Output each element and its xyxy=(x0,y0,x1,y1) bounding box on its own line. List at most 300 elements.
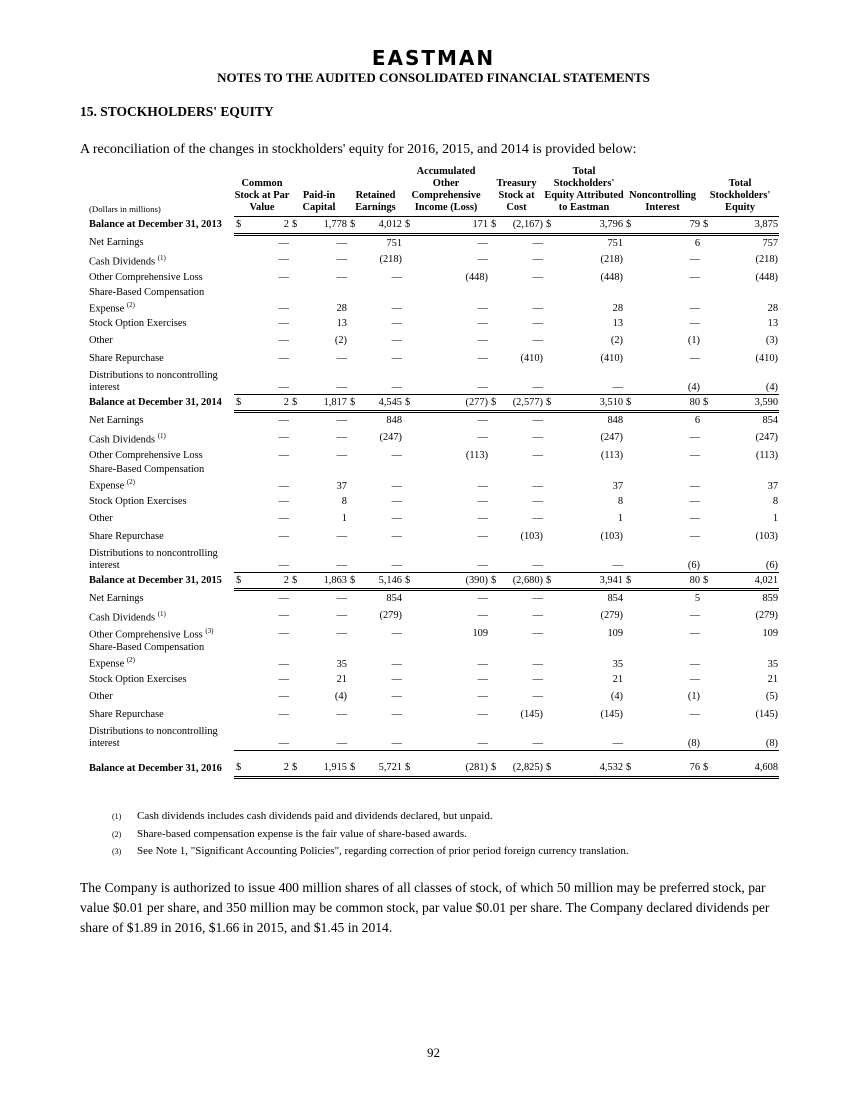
currency-symbol xyxy=(403,706,412,724)
currency-symbol xyxy=(348,607,357,625)
table-cell: — xyxy=(278,432,289,444)
table-cell: — xyxy=(532,658,544,670)
table-cell: 37 xyxy=(612,480,624,492)
currency-symbol xyxy=(489,269,498,287)
table-cell: 848 xyxy=(386,415,403,427)
currency-symbol xyxy=(403,350,412,368)
table-cell: 13 xyxy=(767,317,779,329)
table-cell: — xyxy=(336,449,347,461)
table-row xyxy=(89,706,779,724)
table-cell: — xyxy=(553,545,624,572)
table-cell: (448) xyxy=(600,271,624,283)
currency-symbol xyxy=(234,367,243,394)
row-label: Share-Based Compensation Expense $^{(2)}$ xyxy=(89,464,205,492)
currency-symbol xyxy=(403,234,412,252)
table-row xyxy=(89,688,779,706)
currency-symbol xyxy=(290,545,299,572)
table-cell: — xyxy=(689,254,701,266)
currency-symbol xyxy=(489,510,498,528)
equity-reconciliation-table xyxy=(89,166,779,779)
row-label: Other xyxy=(89,335,113,347)
currency-symbol xyxy=(234,510,243,528)
column-header: Total Stockholders' Equity Attributed to Eastman xyxy=(544,166,624,217)
currency-symbol xyxy=(624,607,633,625)
currency-symbol xyxy=(489,528,498,546)
table-cell: — xyxy=(299,723,348,750)
table-cell: — xyxy=(336,530,347,542)
table-cell: (145) xyxy=(755,708,779,720)
currency-symbol xyxy=(701,447,710,465)
table-cell: — xyxy=(477,530,489,542)
currency-symbol xyxy=(234,528,243,546)
table-row xyxy=(89,367,779,394)
table-cell: (6) xyxy=(710,545,779,572)
section-title: 15. STOCKHOLDERS' EQUITY xyxy=(80,104,274,119)
row-label: Share Repurchase xyxy=(89,352,164,364)
table-cell: — xyxy=(278,317,289,329)
table-cell: — xyxy=(477,708,489,720)
currency-symbol xyxy=(489,367,498,394)
table-cell: (113) xyxy=(600,449,624,461)
table-cell: — xyxy=(336,352,347,364)
table-cell: — xyxy=(278,658,289,670)
currency-symbol xyxy=(624,367,633,394)
currency-symbol xyxy=(624,625,633,643)
currency-symbol xyxy=(348,464,357,492)
currency-symbol xyxy=(234,642,243,670)
table-cell: — xyxy=(278,673,289,685)
currency-symbol xyxy=(701,332,710,350)
row-label: Cash Dividends $^{(1)}$ xyxy=(89,431,166,446)
table-cell: — xyxy=(532,627,544,639)
currency-symbol xyxy=(624,429,633,447)
currency-symbol xyxy=(544,287,553,315)
currency-symbol xyxy=(290,429,299,447)
table-cell: (2) xyxy=(334,335,347,347)
table-cell: 854 xyxy=(607,593,624,605)
table-cell: — xyxy=(357,367,403,394)
table-cell: — xyxy=(689,610,701,622)
table-cell: 35 xyxy=(612,658,624,670)
currency-symbol xyxy=(624,671,633,689)
table-cell: 4,532 xyxy=(553,760,624,778)
currency-symbol xyxy=(403,528,412,546)
table-cell: (4) xyxy=(610,691,624,703)
currency-symbol xyxy=(234,332,243,350)
currency-symbol xyxy=(234,234,243,252)
column-header: Total Stockholders' Equity xyxy=(701,166,779,217)
table-cell: — xyxy=(278,610,289,622)
currency-symbol xyxy=(290,510,299,528)
table-cell: — xyxy=(391,658,403,670)
currency-symbol xyxy=(489,545,498,572)
currency-symbol xyxy=(489,315,498,333)
currency-symbol xyxy=(624,723,633,750)
currency-symbol xyxy=(403,315,412,333)
currency-symbol xyxy=(348,671,357,689)
table-cell: — xyxy=(477,415,489,427)
footnote-ref: (2) xyxy=(126,656,135,665)
row-label: Cash Dividends $^{(1)}$ xyxy=(89,609,166,624)
table-cell: — xyxy=(689,513,701,525)
currency-symbol xyxy=(489,590,498,608)
currency-symbol xyxy=(234,287,243,315)
table-row xyxy=(89,269,779,287)
table-cell: — xyxy=(278,691,289,703)
table-cell: — xyxy=(243,367,290,394)
spacer-row xyxy=(89,750,779,760)
table-cell: 13 xyxy=(336,317,347,329)
table-cell: 21 xyxy=(612,673,624,685)
currency-symbol xyxy=(624,234,633,252)
footnote xyxy=(112,828,629,846)
currency-symbol xyxy=(234,429,243,447)
currency-symbol xyxy=(403,688,412,706)
table-cell: 5,146 xyxy=(357,572,403,590)
currency-symbol xyxy=(290,706,299,724)
table-row xyxy=(89,315,779,333)
currency-symbol xyxy=(290,723,299,750)
table-cell: 3,796 xyxy=(553,217,624,235)
currency-symbol xyxy=(489,350,498,368)
document-header: NOTES TO THE AUDITED CONSOLIDATED FINANCIAL STATEMENTS xyxy=(217,70,650,85)
table-cell: (247) xyxy=(600,432,624,444)
currency-symbol xyxy=(234,315,243,333)
row-label: Other Comprehensive Loss xyxy=(89,449,203,461)
table-cell: 1,817 xyxy=(299,394,348,412)
table-cell: — xyxy=(689,708,701,720)
table-cell: 751 xyxy=(386,237,403,249)
table-cell: — xyxy=(278,530,289,542)
table-cell: — xyxy=(243,545,290,572)
currency-symbol xyxy=(403,590,412,608)
table-body xyxy=(89,217,779,778)
table-cell: — xyxy=(336,432,347,444)
table-cell: 8 xyxy=(617,495,624,507)
currency-symbol xyxy=(489,723,498,750)
table-cell: — xyxy=(391,530,403,542)
currency-symbol xyxy=(489,706,498,724)
footnote xyxy=(112,810,629,828)
currency-symbol: $ xyxy=(290,394,299,412)
table-cell: — xyxy=(299,367,348,394)
currency-symbol: $ xyxy=(701,572,710,590)
currency-symbol xyxy=(403,493,412,511)
table-cell: (4) xyxy=(334,691,347,703)
row-label: Distributions to noncontrolling interest xyxy=(89,370,218,394)
row-label: Other xyxy=(89,691,113,703)
table-row xyxy=(89,464,779,492)
currency-symbol xyxy=(290,464,299,492)
table-cell: (103) xyxy=(755,530,779,542)
footnote-text: Cash dividends includes cash dividends paid and dividends declared, but unpaid. xyxy=(137,810,493,822)
currency-symbol: $ xyxy=(403,217,412,235)
currency-symbol: $ xyxy=(348,572,357,590)
currency-symbol: $ xyxy=(234,572,243,590)
table-cell: — xyxy=(532,432,544,444)
currency-symbol xyxy=(544,269,553,287)
table-cell: 5,721 xyxy=(357,760,403,778)
table-cell: 1 xyxy=(772,513,779,525)
table-cell: — xyxy=(391,480,403,492)
currency-symbol: $ xyxy=(701,760,710,778)
currency-symbol xyxy=(290,252,299,270)
currency-symbol xyxy=(544,510,553,528)
currency-symbol: $ xyxy=(290,760,299,778)
table-cell: 80 xyxy=(633,572,701,590)
table-cell: — xyxy=(477,691,489,703)
currency-symbol xyxy=(544,723,553,750)
column-header: Paid-in Capital xyxy=(290,166,348,217)
table-cell: — xyxy=(689,432,701,444)
currency-symbol xyxy=(624,350,633,368)
currency-symbol xyxy=(348,688,357,706)
currency-symbol xyxy=(348,350,357,368)
table-cell: (103) xyxy=(520,530,544,542)
authorized-shares-paragraph: The Company is authorized to issue 400 million shares of all classes of stock, of which 50 million may be preferred stock, par value $0.01 per share, and 350 million may be common stock, par value $0.01 per share. The Company declared dividends per share of $1.89 in 2016, $1.66 in 2015, and $1.45 in 2014. xyxy=(80,880,770,935)
table-cell: 79 xyxy=(633,217,701,235)
table-cell: — xyxy=(336,237,347,249)
currency-symbol xyxy=(701,671,710,689)
currency-symbol xyxy=(348,429,357,447)
table-cell: — xyxy=(532,610,544,622)
row-label: Distributions to noncontrolling interest xyxy=(89,726,218,750)
currency-symbol xyxy=(234,412,243,430)
currency-symbol xyxy=(348,590,357,608)
row-label: Stock Option Exercises xyxy=(89,495,187,507)
currency-symbol xyxy=(544,464,553,492)
table-cell: (4) xyxy=(633,367,701,394)
table-cell: 8 xyxy=(772,495,779,507)
currency-symbol: $ xyxy=(234,760,243,778)
table-cell: — xyxy=(498,723,544,750)
footnote-ref: (2) xyxy=(126,478,135,487)
table-cell: — xyxy=(532,302,544,314)
table-cell: — xyxy=(553,367,624,394)
currency-symbol xyxy=(348,723,357,750)
table-cell: (247) xyxy=(755,432,779,444)
currency-symbol xyxy=(348,706,357,724)
table-cell: 37 xyxy=(767,480,779,492)
table-cell: 859 xyxy=(762,593,779,605)
table-cell: — xyxy=(278,415,289,427)
table-cell: 3,941 xyxy=(553,572,624,590)
currency-symbol xyxy=(624,590,633,608)
currency-symbol xyxy=(701,545,710,572)
table-cell: — xyxy=(391,708,403,720)
table-cell: 757 xyxy=(762,237,779,249)
currency-symbol xyxy=(348,510,357,528)
page-number: 92 xyxy=(427,1045,440,1060)
currency-symbol xyxy=(701,688,710,706)
row-label: Balance at December 31, 2013 xyxy=(89,219,222,231)
currency-symbol xyxy=(403,545,412,572)
currency-symbol xyxy=(234,350,243,368)
footnote-mark: (1) xyxy=(112,812,122,821)
currency-symbol xyxy=(348,252,357,270)
currency-symbol xyxy=(701,234,710,252)
table-cell: 4,012 xyxy=(357,217,403,235)
units-label: (Dollars in millions) xyxy=(89,203,161,214)
currency-symbol xyxy=(701,607,710,625)
table-cell: — xyxy=(391,302,403,314)
currency-symbol xyxy=(489,332,498,350)
currency-symbol xyxy=(403,607,412,625)
table-cell: — xyxy=(477,237,489,249)
table-cell: 2 xyxy=(243,394,290,412)
currency-symbol xyxy=(544,642,553,670)
currency-symbol xyxy=(348,367,357,394)
table-cell: — xyxy=(532,673,544,685)
table-cell: 80 xyxy=(633,394,701,412)
currency-symbol xyxy=(234,447,243,465)
currency-symbol xyxy=(348,332,357,350)
currency-symbol xyxy=(290,447,299,465)
currency-symbol xyxy=(544,671,553,689)
table-cell: 3,510 xyxy=(553,394,624,412)
row-label: Stock Option Exercises xyxy=(89,673,187,685)
currency-symbol: $ xyxy=(403,572,412,590)
currency-symbol xyxy=(403,412,412,430)
table-cell: — xyxy=(498,367,544,394)
table-cell: (247) xyxy=(379,432,403,444)
table-cell: — xyxy=(689,627,701,639)
table-cell: — xyxy=(689,449,701,461)
currency-symbol: $ xyxy=(701,217,710,235)
currency-symbol xyxy=(290,412,299,430)
table-cell: (8) xyxy=(633,723,701,750)
row-label: Share-Based Compensation Expense $^{(2)}$ xyxy=(89,642,205,670)
currency-symbol: $ xyxy=(489,394,498,412)
currency-symbol xyxy=(403,510,412,528)
currency-symbol xyxy=(403,332,412,350)
row-label: Share-Based Compensation Expense $^{(2)}$ xyxy=(89,286,205,314)
currency-symbol: $ xyxy=(348,760,357,778)
table-cell: 8 xyxy=(341,495,347,507)
table-cell: (8) xyxy=(710,723,779,750)
currency-symbol xyxy=(544,367,553,394)
row-label: Net Earnings xyxy=(89,236,144,248)
table-cell: — xyxy=(357,723,403,750)
currency-symbol xyxy=(290,350,299,368)
currency-symbol xyxy=(624,493,633,511)
table-cell: (2) xyxy=(610,335,624,347)
currency-symbol xyxy=(348,447,357,465)
table-cell: 1,778 xyxy=(299,217,348,235)
currency-symbol xyxy=(403,269,412,287)
table-cell: — xyxy=(278,593,289,605)
table-cell: (2,167) xyxy=(498,217,544,235)
currency-symbol xyxy=(624,447,633,465)
currency-symbol xyxy=(544,625,553,643)
row-label: Cash Dividends $^{(1)}$ xyxy=(89,254,166,268)
table-row xyxy=(89,545,779,572)
table-row xyxy=(89,287,779,315)
table-cell: — xyxy=(278,271,289,283)
table-row xyxy=(89,607,779,625)
currency-symbol xyxy=(544,350,553,368)
currency-symbol xyxy=(544,607,553,625)
table-cell: — xyxy=(278,513,289,525)
currency-symbol xyxy=(544,429,553,447)
table-cell: (279) xyxy=(755,610,779,622)
table-cell: — xyxy=(278,352,289,364)
footnote-ref: (1) xyxy=(157,431,166,440)
table-cell: 1,915 xyxy=(299,760,348,778)
table-cell: (145) xyxy=(600,708,624,720)
table-cell: — xyxy=(532,237,544,249)
currency-symbol xyxy=(489,412,498,430)
table-cell: — xyxy=(477,254,489,266)
table-cell: 28 xyxy=(336,302,347,314)
table-cell: — xyxy=(689,673,701,685)
currency-symbol xyxy=(234,688,243,706)
currency-symbol xyxy=(290,332,299,350)
footnote-ref: (3) xyxy=(205,627,214,636)
table-cell: — xyxy=(412,723,489,750)
row-label: Net Earnings xyxy=(89,592,144,604)
currency-symbol: $ xyxy=(290,572,299,590)
currency-symbol xyxy=(489,607,498,625)
table-cell: — xyxy=(243,723,290,750)
currency-symbol xyxy=(403,464,412,492)
currency-symbol xyxy=(701,252,710,270)
table-cell: — xyxy=(477,513,489,525)
balance-row xyxy=(89,760,779,778)
row-label: Balance at December 31, 2014 xyxy=(89,397,222,409)
currency-symbol xyxy=(234,723,243,750)
table-row xyxy=(89,625,779,643)
currency-symbol: $ xyxy=(544,217,553,235)
table-row xyxy=(89,493,779,511)
currency-symbol xyxy=(290,287,299,315)
currency-symbol xyxy=(403,723,412,750)
currency-symbol xyxy=(544,493,553,511)
currency-symbol: $ xyxy=(403,394,412,412)
column-header: Noncontrolling Interest xyxy=(624,166,701,217)
table-cell: — xyxy=(498,545,544,572)
table-cell: 2 xyxy=(243,217,290,235)
table-cell: 171 xyxy=(412,217,489,235)
row-label: Share Repurchase xyxy=(89,530,164,542)
table-cell: (1) xyxy=(687,335,701,347)
table-cell: 35 xyxy=(336,658,347,670)
table-cell: 1 xyxy=(341,513,347,525)
currency-symbol xyxy=(701,723,710,750)
table-cell: — xyxy=(532,480,544,492)
table-cell: (410) xyxy=(520,352,544,364)
table-cell: — xyxy=(532,415,544,427)
currency-symbol xyxy=(544,688,553,706)
table-cell: — xyxy=(477,673,489,685)
currency-symbol xyxy=(544,252,553,270)
table-cell: — xyxy=(391,335,403,347)
table-cell: — xyxy=(477,593,489,605)
currency-symbol xyxy=(489,234,498,252)
currency-symbol xyxy=(701,429,710,447)
currency-symbol: $ xyxy=(234,394,243,412)
table-cell: — xyxy=(278,627,289,639)
currency-symbol: $ xyxy=(701,394,710,412)
table-cell: — xyxy=(553,723,624,750)
table-cell: — xyxy=(336,708,347,720)
currency-symbol xyxy=(403,367,412,394)
table-cell: — xyxy=(689,495,701,507)
table-cell: — xyxy=(336,627,347,639)
currency-symbol xyxy=(489,287,498,315)
table-cell: — xyxy=(278,449,289,461)
table-cell: 848 xyxy=(607,415,624,427)
